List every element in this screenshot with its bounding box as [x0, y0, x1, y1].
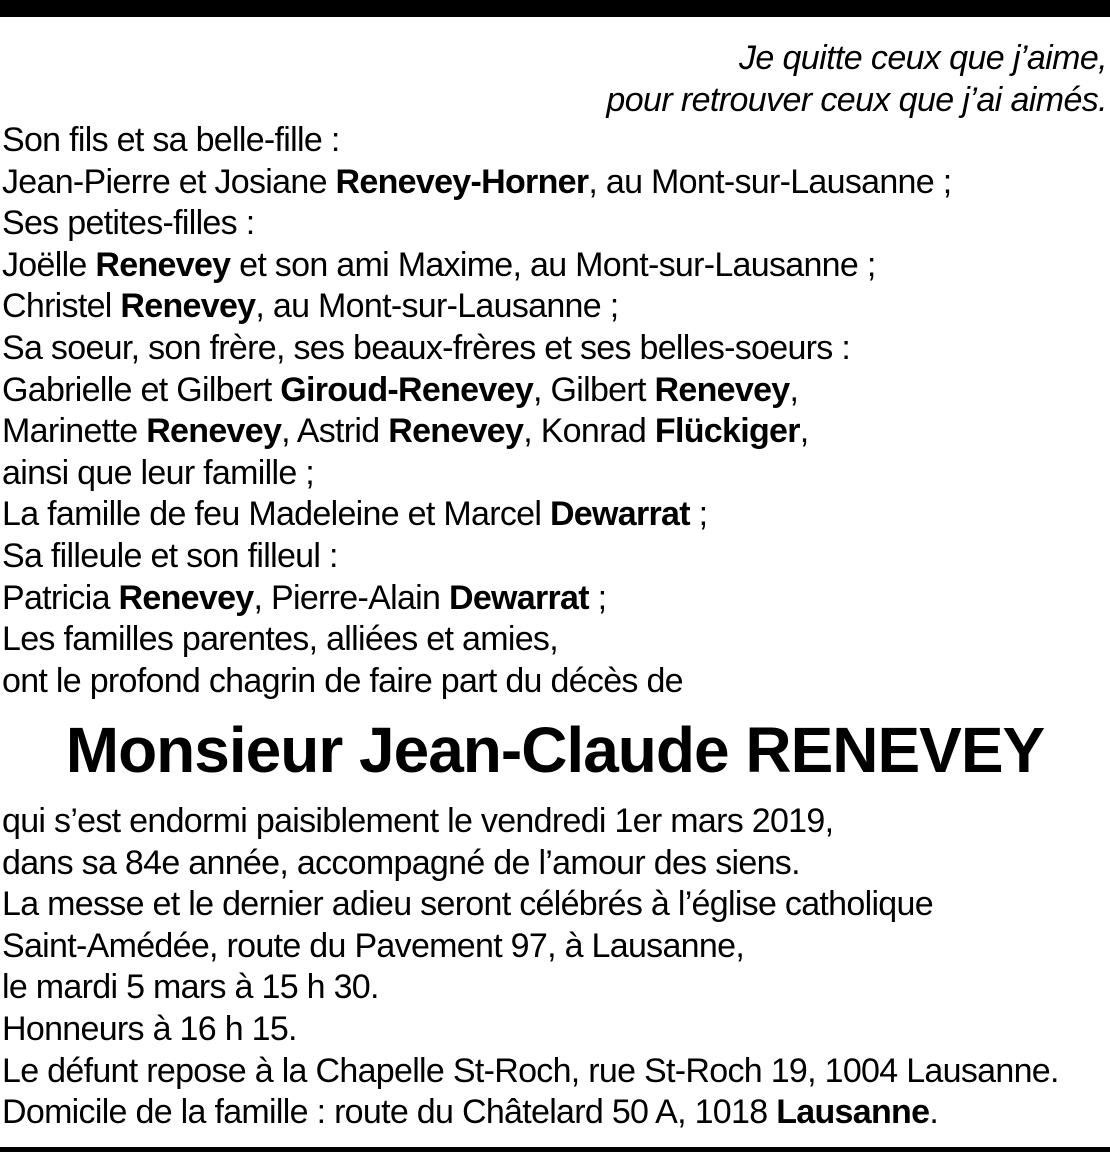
details-line: La messe et le dernier adieu seront célébrés à l’église catholique: [2, 885, 933, 924]
text: et son ami Maxime, au Mont-sur-Lausanne ;: [230, 245, 876, 284]
family-line: [2, 162, 951, 204]
text: ;: [588, 578, 607, 617]
details-line: dans sa 84e année, accompagné de l’amour des siens.: [2, 843, 800, 882]
text: ,: [789, 370, 799, 409]
family-line: Son fils et sa belle-fille :: [2, 121, 340, 159]
family-line: [2, 245, 951, 287]
surname: Giroud-Renevey: [280, 370, 534, 409]
surname: Renevey: [120, 287, 256, 326]
text: , Pierre-Alain: [253, 578, 449, 617]
text: .: [929, 1093, 939, 1132]
epigraph-line: Je quitte ceux que j’aime,: [738, 39, 1107, 77]
details-line: Saint-Amédée, route du Pavement 97, à Lausanne,: [2, 926, 745, 965]
top-rule: [0, 0, 1110, 17]
funeral-details: [2, 801, 1059, 1134]
epigraph-line: pour retrouver ceux que j’ai aimés.: [606, 80, 1107, 119]
epigraph: [606, 38, 1107, 121]
surname: Dewarrat: [448, 578, 589, 617]
details-line: [2, 1092, 1059, 1134]
surname: Flückiger: [654, 412, 800, 451]
text: Jean-Pierre et Josiane: [2, 162, 336, 201]
text: , Astrid: [281, 412, 389, 451]
text: Christel: [2, 287, 121, 326]
family-line: [2, 370, 951, 412]
text: Patricia: [2, 578, 119, 617]
deceased-name: Monsieur Jean-Claude RENEVEY: [65, 714, 1045, 786]
text: ;: [689, 495, 708, 534]
text: , au Mont-sur-Lausanne ;: [588, 162, 952, 201]
city: Lausanne: [776, 1093, 930, 1132]
family-line: [2, 286, 951, 328]
text: , au Mont-sur-Lausanne ;: [255, 287, 619, 326]
family-line: Sa filleule et son filleul :: [2, 536, 338, 575]
details-line: le mardi 5 mars à 15 h 30.: [2, 968, 379, 1007]
surname: Renevey-Horner: [335, 162, 589, 201]
surname: Renevey: [388, 412, 524, 451]
details-line: qui s’est endormi paisiblement le vendredi 1er mars 2019,: [2, 802, 834, 840]
text: Marinette: [2, 412, 147, 451]
family-line: [2, 411, 951, 453]
family-line: [2, 578, 951, 620]
surname: Dewarrat: [549, 495, 690, 534]
text: , Gilbert: [533, 370, 655, 409]
details-line: Honneurs à 16 h 15.: [2, 1009, 297, 1048]
text: Joëlle: [2, 245, 96, 284]
family-line: Ses petites-filles :: [2, 204, 255, 243]
text: , Konrad: [523, 412, 655, 451]
surname: Renevey: [118, 578, 254, 617]
bottom-rule: [0, 1147, 1110, 1152]
text: Domicile de la famille : route du Châtelard 50 A, 1018: [2, 1093, 777, 1132]
family-line: Les familles parentes, alliées et amies,: [2, 620, 558, 659]
text: ,: [799, 412, 809, 451]
family-list: [2, 120, 951, 702]
family-line: ainsi que leur famille ;: [2, 453, 315, 492]
surname: Renevey: [146, 412, 282, 451]
family-line: ont le profond chagrin de faire part du décès de: [2, 661, 683, 700]
details-line: Le défunt repose à la Chapelle St-Roch, rue St-Roch 19, 1004 Lausanne.: [2, 1051, 1059, 1090]
text: La famille de feu Madeleine et Marcel: [2, 495, 550, 534]
text: Gabrielle et Gilbert: [2, 370, 281, 409]
surname: Renevey: [95, 245, 231, 284]
family-line: Sa soeur, son frère, ses beaux-frères et ses belles-soeurs :: [2, 328, 851, 367]
surname: Renevey: [654, 370, 790, 409]
family-line: [2, 494, 951, 536]
